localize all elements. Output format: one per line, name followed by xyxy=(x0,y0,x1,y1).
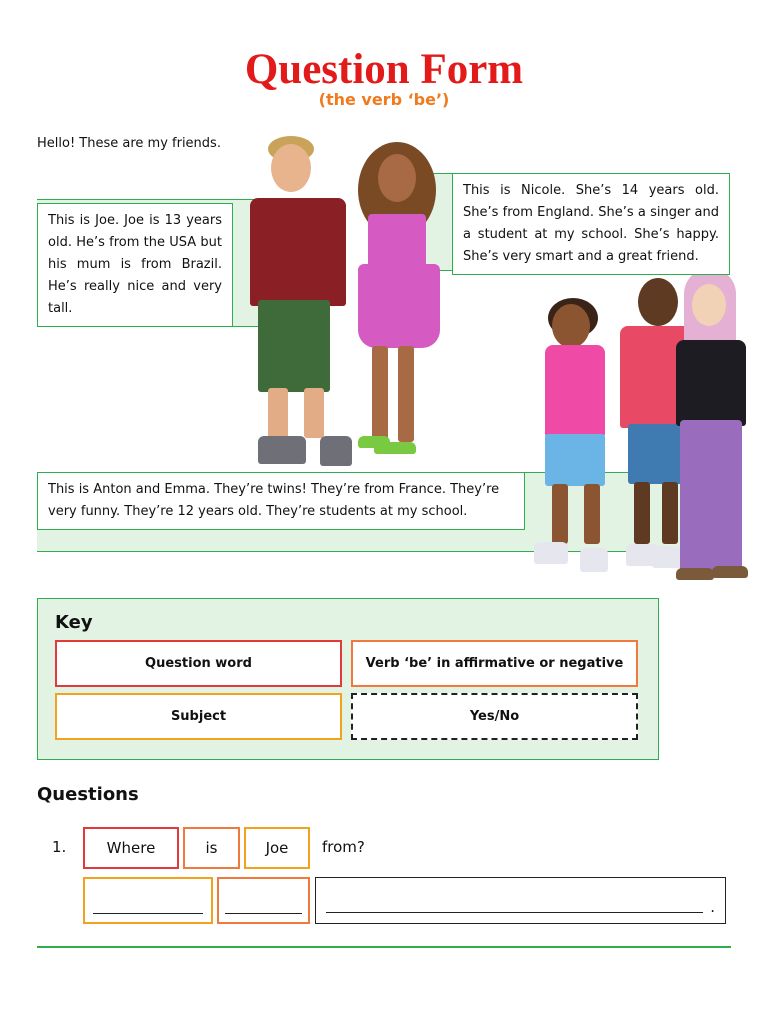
answer-subject-cell[interactable] xyxy=(217,877,310,924)
anton-emma-bio: This is Anton and Emma. They’re twins! They’re from France. They’re very funny. They’re 12 years old. They’re students at my school. xyxy=(37,472,525,530)
answer-yes-no-cell[interactable] xyxy=(83,877,213,924)
nicole-bio: This is Nicole. She’s 14 years old. She’s from England. She’s a singer and a student at my school. She’s happy. She’s very smart and a great friend. xyxy=(452,173,730,275)
question-tail: from? xyxy=(322,838,365,856)
bottom-rule xyxy=(37,946,731,948)
joe-bio: This is Joe. Joe is 13 years old. He’s from the USA but his mum is from Brazil. He’s really nice and very tall. xyxy=(37,203,233,327)
answer-line xyxy=(326,912,703,913)
questions-title: Questions xyxy=(37,784,139,805)
answer-line xyxy=(93,913,203,914)
question-number: 1. xyxy=(52,838,67,856)
answer-full-stop: . xyxy=(710,898,715,916)
key-question-word: Question word xyxy=(55,640,342,687)
question-word-cell: Where xyxy=(83,827,179,869)
page-subtitle: (the verb ‘be’) xyxy=(318,90,450,109)
key-yes-no: Yes/No xyxy=(351,693,638,740)
answer-line xyxy=(225,913,302,914)
key-verb-be: Verb ‘be’ in affirmative or negative xyxy=(351,640,638,687)
subject-cell: Joe xyxy=(244,827,310,869)
intro-text: Hello! These are my friends. xyxy=(37,136,221,151)
page-title: Question Form xyxy=(244,46,524,93)
verb-cell: is xyxy=(183,827,240,869)
key-subject: Subject xyxy=(55,693,342,740)
key-title: Key xyxy=(55,612,93,633)
answer-rest-cell[interactable] xyxy=(315,877,726,924)
